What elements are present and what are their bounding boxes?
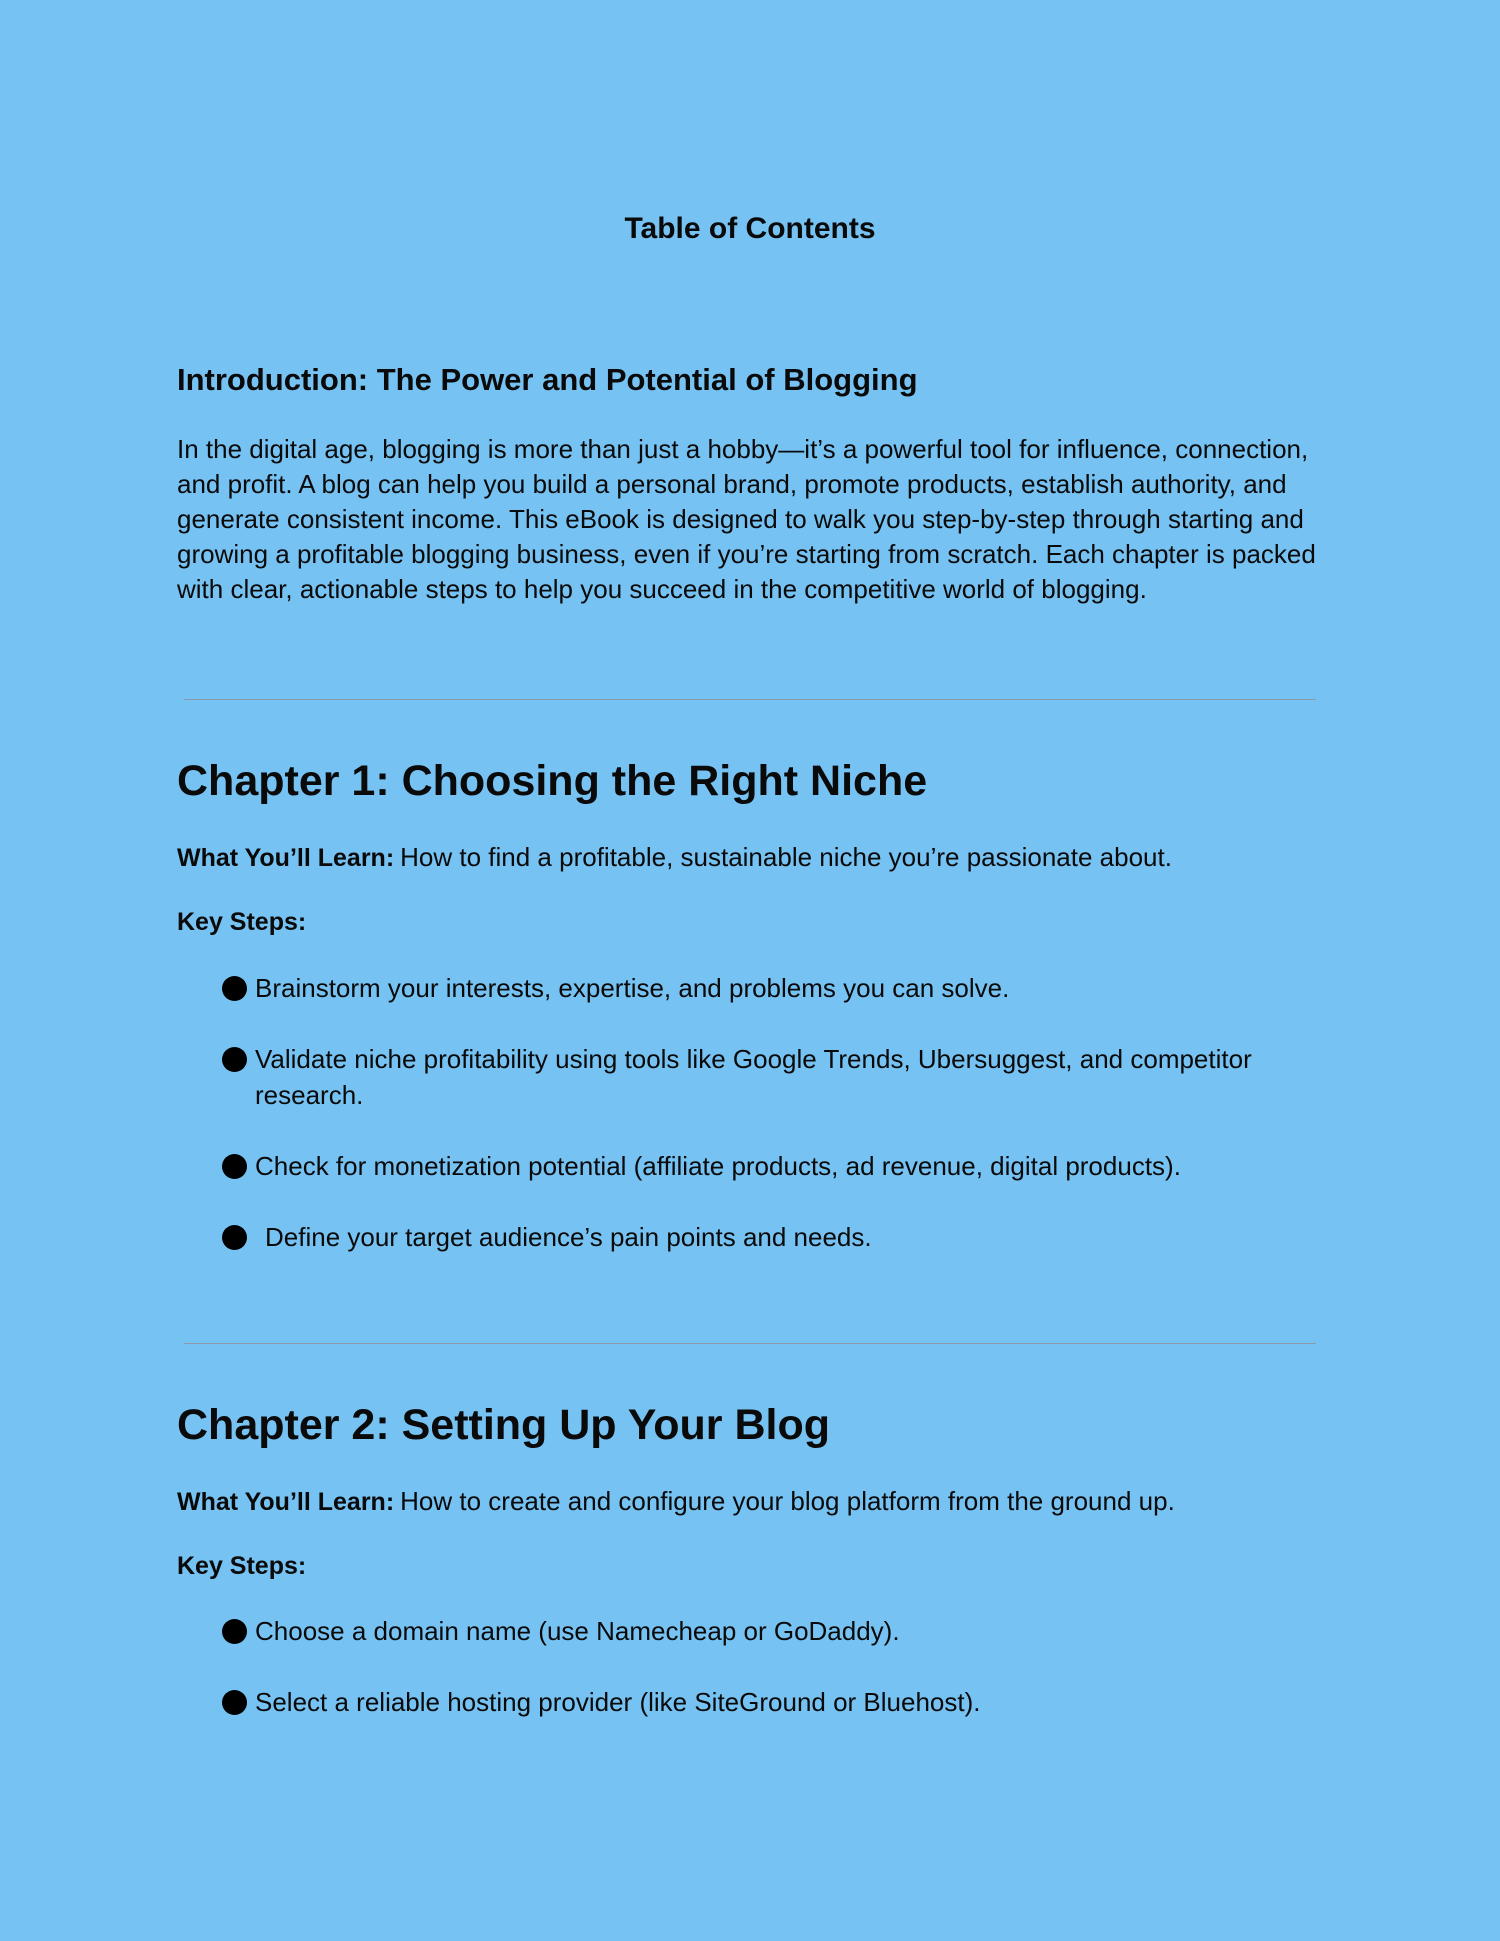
bullet-icon [222, 1690, 247, 1715]
list-item [220, 1684, 1330, 1720]
chapter-1-steps-list [220, 970, 1330, 1290]
introduction-heading: Introduction: The Power and Potential of Blogging [177, 362, 918, 397]
step-text: Select a reliable hosting provider (like SiteGround or Bluehost). [255, 1687, 981, 1717]
chapter-1-heading: Chapter 1: Choosing the Right Niche [177, 757, 928, 805]
step-text: Define your target audience’s pain points and needs. [265, 1222, 872, 1252]
chapter-2-key-steps-label: Key Steps: [177, 1552, 307, 1580]
section-divider [184, 1343, 1316, 1344]
page-title: Table of Contents [624, 212, 876, 245]
step-text: Brainstorm your interests, expertise, and problems you can solve. [255, 973, 1010, 1003]
chapter-2-steps-list [220, 1613, 1330, 1755]
introduction-body: In the digital age, blogging is more than just a hobby—it’s a powerful tool for influence, connection, and profit. A blog can help you build a personal brand, promote products, establish authority, and generate consistent income. This eBook is designed to walk you step-by-step through starting and growing a profitable blogging business, even if you’re starting from scratch. Each chapter is packed with clear, actionable steps to help you succeed in the competitive world of blogging. [177, 434, 1316, 604]
learn-text: How to create and configure your blog platform from the ground up. [400, 1486, 1175, 1516]
learn-text: How to find a profitable, sustainable niche you’re passionate about. [400, 842, 1172, 872]
list-item [220, 1219, 1330, 1255]
chapter-1-key-steps-label: Key Steps: [177, 908, 307, 936]
list-item [220, 1613, 1330, 1649]
list-item [220, 1041, 1330, 1113]
section-divider [184, 699, 1316, 700]
list-item [220, 1148, 1330, 1184]
step-text: Choose a domain name (use Namecheap or GoDaddy). [255, 1616, 900, 1646]
step-text: Validate niche profitability using tools like Google Trends, Ubersuggest, and competitor research. [255, 1044, 1252, 1110]
bullet-icon [222, 1047, 247, 1072]
chapter-2-learn-row [177, 1486, 1175, 1517]
learn-label: What You’ll Learn: [177, 1488, 395, 1516]
chapter-2-heading: Chapter 2: Setting Up Your Blog [177, 1401, 830, 1449]
bullet-icon [222, 1619, 247, 1644]
bullet-icon [222, 1225, 247, 1250]
step-text: Check for monetization potential (affiliate products, ad revenue, digital products). [255, 1151, 1181, 1181]
chapter-1-learn-row [177, 842, 1172, 873]
learn-label: What You’ll Learn: [177, 844, 395, 872]
list-item [220, 970, 1330, 1006]
bullet-icon [222, 1154, 247, 1179]
bullet-icon [222, 976, 247, 1001]
